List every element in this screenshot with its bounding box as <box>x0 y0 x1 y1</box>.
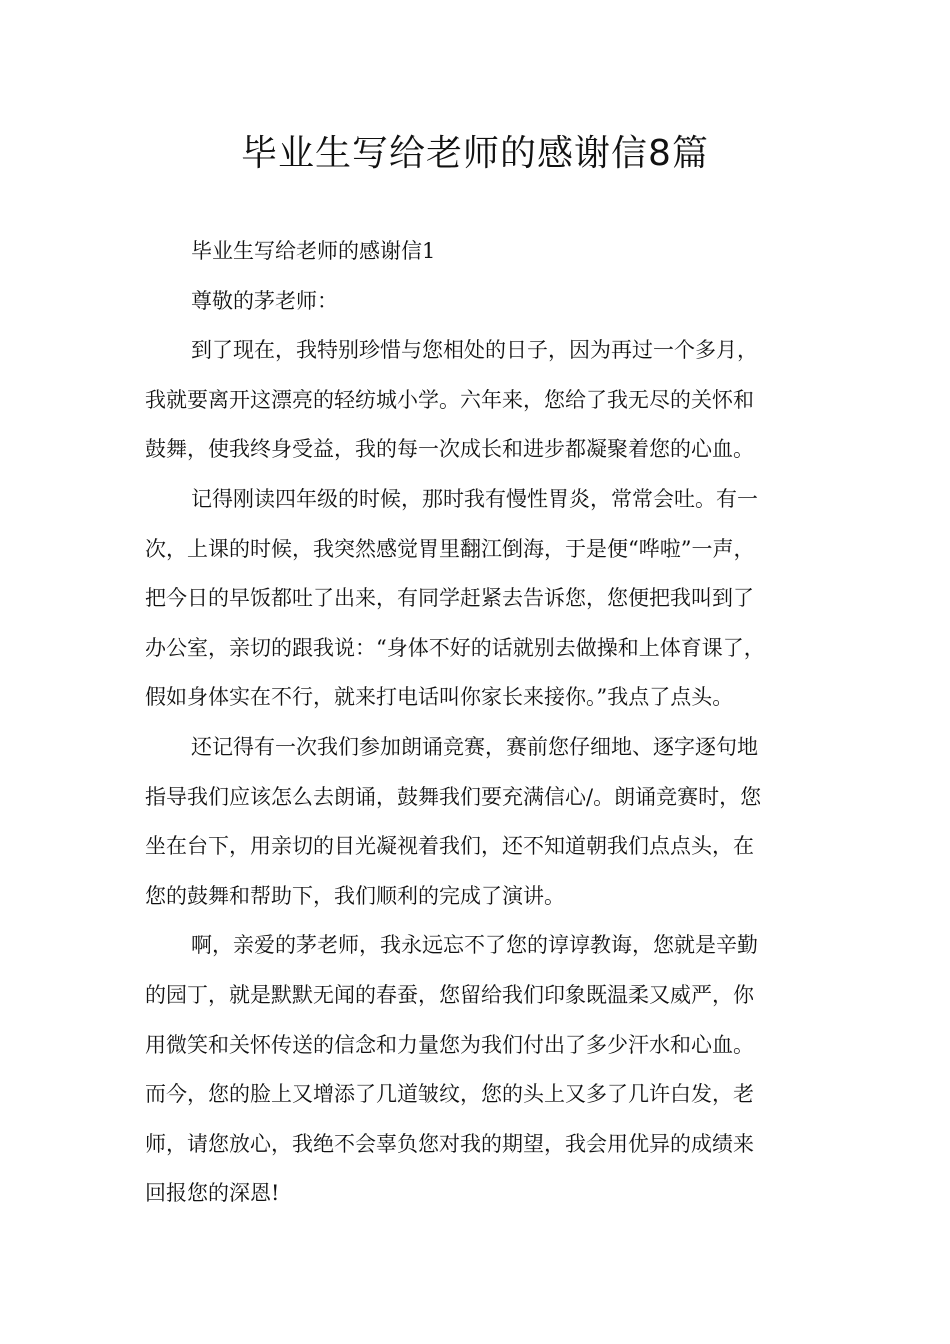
paragraph-4-line-5: 师，请您放心，我绝不会辜负您对我的期望，我会用优异的成绩来 <box>145 1131 754 1156</box>
paragraph-4-line-2: 的园丁，就是默默无闻的春蚕，您留给我们印象既温柔又威严，你 <box>145 982 754 1007</box>
paragraph-2-line-5: 假如身体实在不行，就来打电话叫你家长来接你。”我点了点头。 <box>145 685 734 710</box>
paragraph-3-line-1: 还记得有一次我们参加朗诵竞赛，赛前您仔细地、逐字逐句地 <box>191 734 758 759</box>
paragraph-3-line-4: 您的鼓舞和帮助下，我们顺利的完成了演讲。 <box>145 883 565 908</box>
paragraph-3-line-2: 指导我们应该怎么去朗诵，鼓舞我们要充满信心/。朗诵竞赛时，您 <box>145 784 762 809</box>
paragraph-1-line-2: 我就要离开这漂亮的轻纺城小学。六年来，您给了我无尽的关怀和 <box>145 387 754 412</box>
paragraph-2-line-4: 办公室，亲切的跟我说：“身体不好的话就别去做操和上体育课了， <box>145 635 765 660</box>
paragraph-2-line-2: 次，上课的时候，我突然感觉胃里翻江倒海，于是便“哗啦”一声， <box>145 536 755 561</box>
paragraph-4-line-3: 用微笑和关怀传送的信念和力量您为我们付出了多少汗水和心血。 <box>145 1032 754 1057</box>
paragraph-4-line-1: 啊，亲爱的茅老师，我永远忘不了您的谆谆教诲，您就是辛勤 <box>191 933 758 958</box>
paragraph-3-line-3: 坐在台下，用亲切的目光凝视着我们，还不知道朝我们点点头，在 <box>145 834 754 859</box>
document-title: 毕业生写给老师的感谢信8篇 <box>241 133 709 174</box>
paragraph-4-line-6: 回报您的深恩! <box>145 1181 280 1206</box>
salutation: 尊敬的茅老师： <box>191 288 338 313</box>
paragraph-1-line-1: 到了现在，我特别珍惜与您相处的日子，因为再过一个多月， <box>191 338 758 363</box>
paragraph-1-line-3: 鼓舞，使我终身受益，我的每一次成长和进步都凝聚着您的心血。 <box>145 437 754 462</box>
letter-body <box>145 227 825 1219</box>
paragraph-4-line-4: 而今，您的脸上又增添了几道皱纹，您的头上又多了几许白发，老 <box>145 1082 754 1107</box>
paragraph-2-line-3: 把今日的早饭都吐了出来，有同学赶紧去告诉您，您便把我叫到了 <box>145 586 754 611</box>
letter-heading: 毕业生写给老师的感谢信1 <box>191 239 436 263</box>
paragraph-2-line-1: 记得刚读四年级的时候，那时我有慢性胃炎，常常会吐。有一 <box>191 486 758 511</box>
